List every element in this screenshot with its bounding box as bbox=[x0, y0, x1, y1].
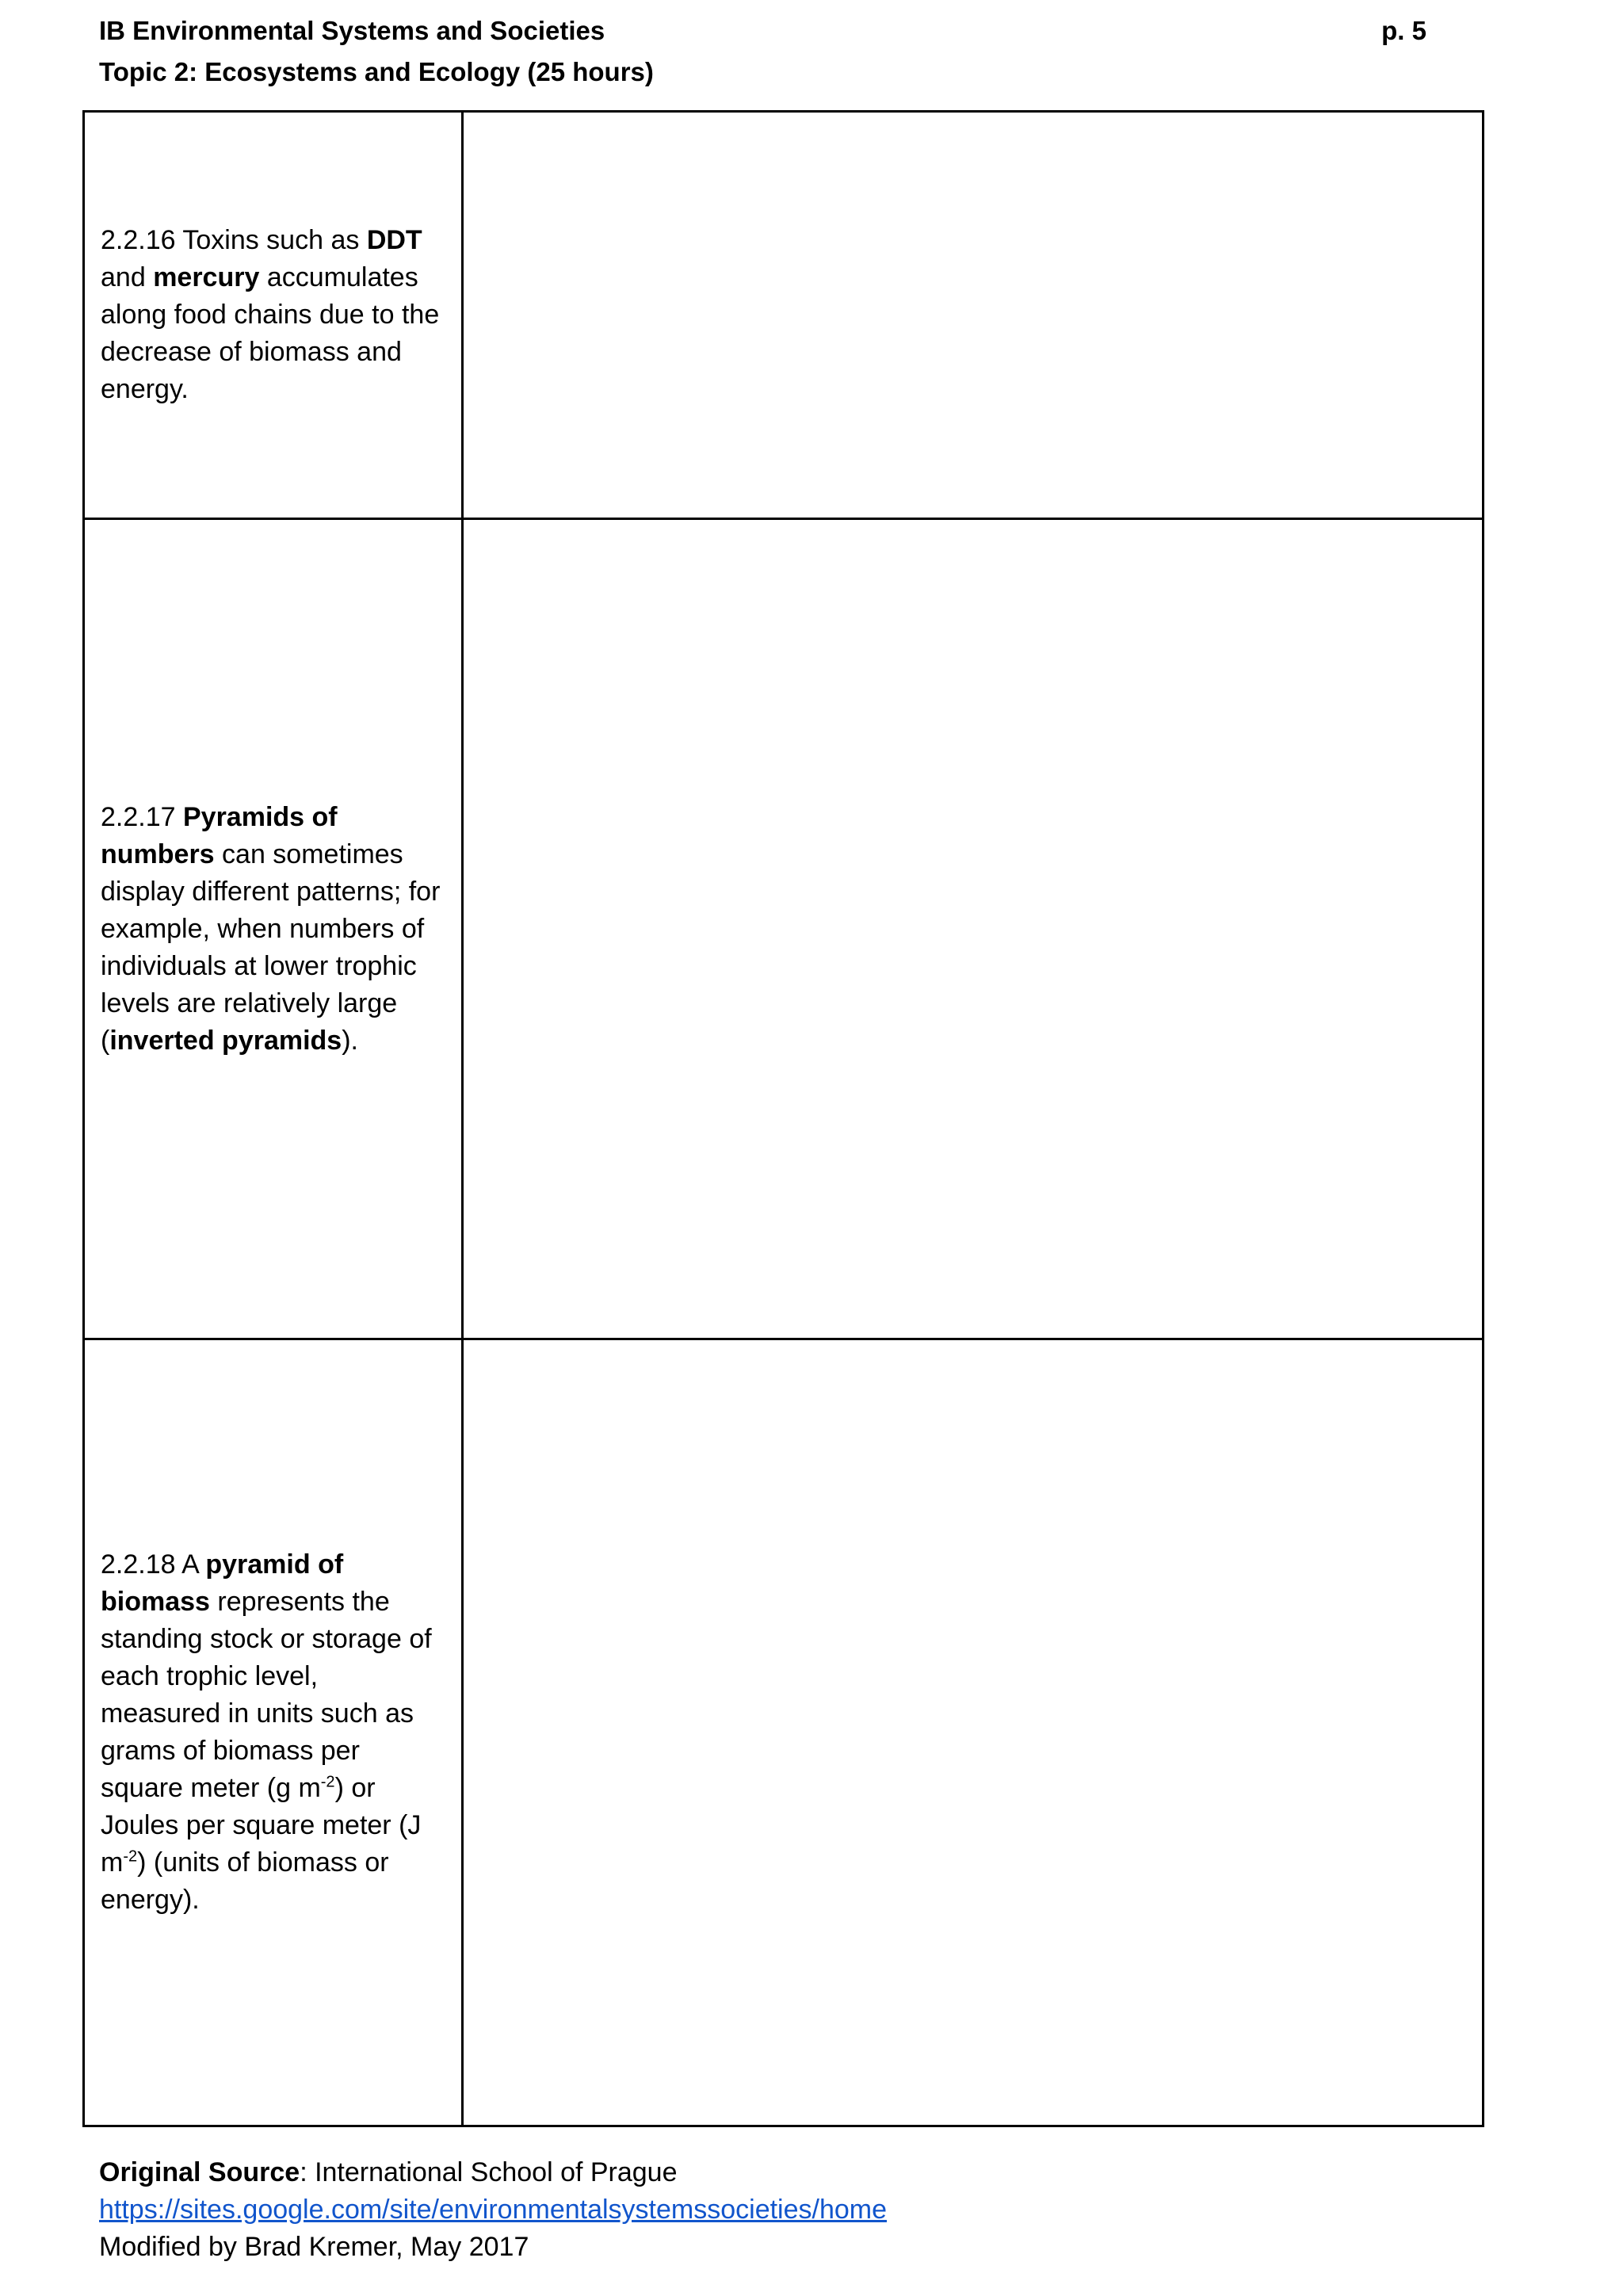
table-row bbox=[84, 1339, 1484, 2126]
table-row bbox=[84, 112, 1484, 519]
objective-keyword: DDT bbox=[366, 225, 422, 255]
page-number: p. 5 bbox=[1381, 16, 1426, 45]
source-text: : International School of Prague bbox=[300, 2157, 678, 2187]
objective-cell-2-2-16 bbox=[84, 112, 463, 519]
modified-by: Modified by Brad Kremer, May 2017 bbox=[99, 2232, 529, 2262]
objective-keyword: pyramid of biomass bbox=[101, 1549, 344, 1617]
objective-text: 2.2.16 Toxins such as bbox=[101, 225, 367, 255]
topic-title: Topic 2: Ecosystems and Ecology (25 hours) bbox=[99, 57, 654, 86]
objective-text: 2.2.18 A bbox=[101, 1549, 206, 1580]
source-line bbox=[99, 2154, 887, 2191]
objective-text: ). bbox=[342, 1025, 358, 1056]
objective-keyword: Pyramids of numbers bbox=[101, 801, 338, 869]
answer-cell-2-2-17[interactable] bbox=[463, 519, 1484, 1339]
table-row bbox=[84, 519, 1484, 1339]
answer-cell-2-2-16[interactable] bbox=[463, 112, 1484, 519]
objective-cell-2-2-18 bbox=[84, 1339, 463, 2126]
objective-text: ) or Joules per square meter (J m bbox=[101, 1773, 422, 1878]
objective-keyword: mercury bbox=[153, 262, 260, 292]
objective-text: 2.2.17 bbox=[101, 801, 183, 832]
source-link[interactable]: https://sites.google.com/site/environmentalsystemssocieties/home bbox=[99, 2195, 888, 2225]
objective-text: and bbox=[101, 262, 154, 292]
footer bbox=[99, 2154, 887, 2266]
objective-text: ) (units of biomass or energy). bbox=[101, 1847, 389, 1915]
objective-cell-2-2-17 bbox=[84, 519, 463, 1339]
document-title: IB Environmental Systems and Societies bbox=[99, 16, 605, 45]
answer-cell-2-2-18[interactable] bbox=[463, 1339, 1484, 2126]
superscript: -2 bbox=[320, 1773, 335, 1791]
objective-text: can sometimes display different patterns; for example, when numbers of individuals at lower trophic levels are relatively large ( bbox=[101, 839, 441, 1056]
objective-text: accumulates along food chains due to the decrease of biomass and energy. bbox=[101, 262, 440, 404]
objective-keyword: inverted pyramids bbox=[109, 1025, 342, 1056]
objective-text: represents the standing stock or storage of each trophic level, measured in units such as grams of biomass per square meter (g m bbox=[101, 1587, 432, 1803]
notes-table bbox=[82, 110, 1484, 2127]
superscript: -2 bbox=[123, 1847, 138, 1866]
source-label: Original Source bbox=[99, 2157, 300, 2187]
